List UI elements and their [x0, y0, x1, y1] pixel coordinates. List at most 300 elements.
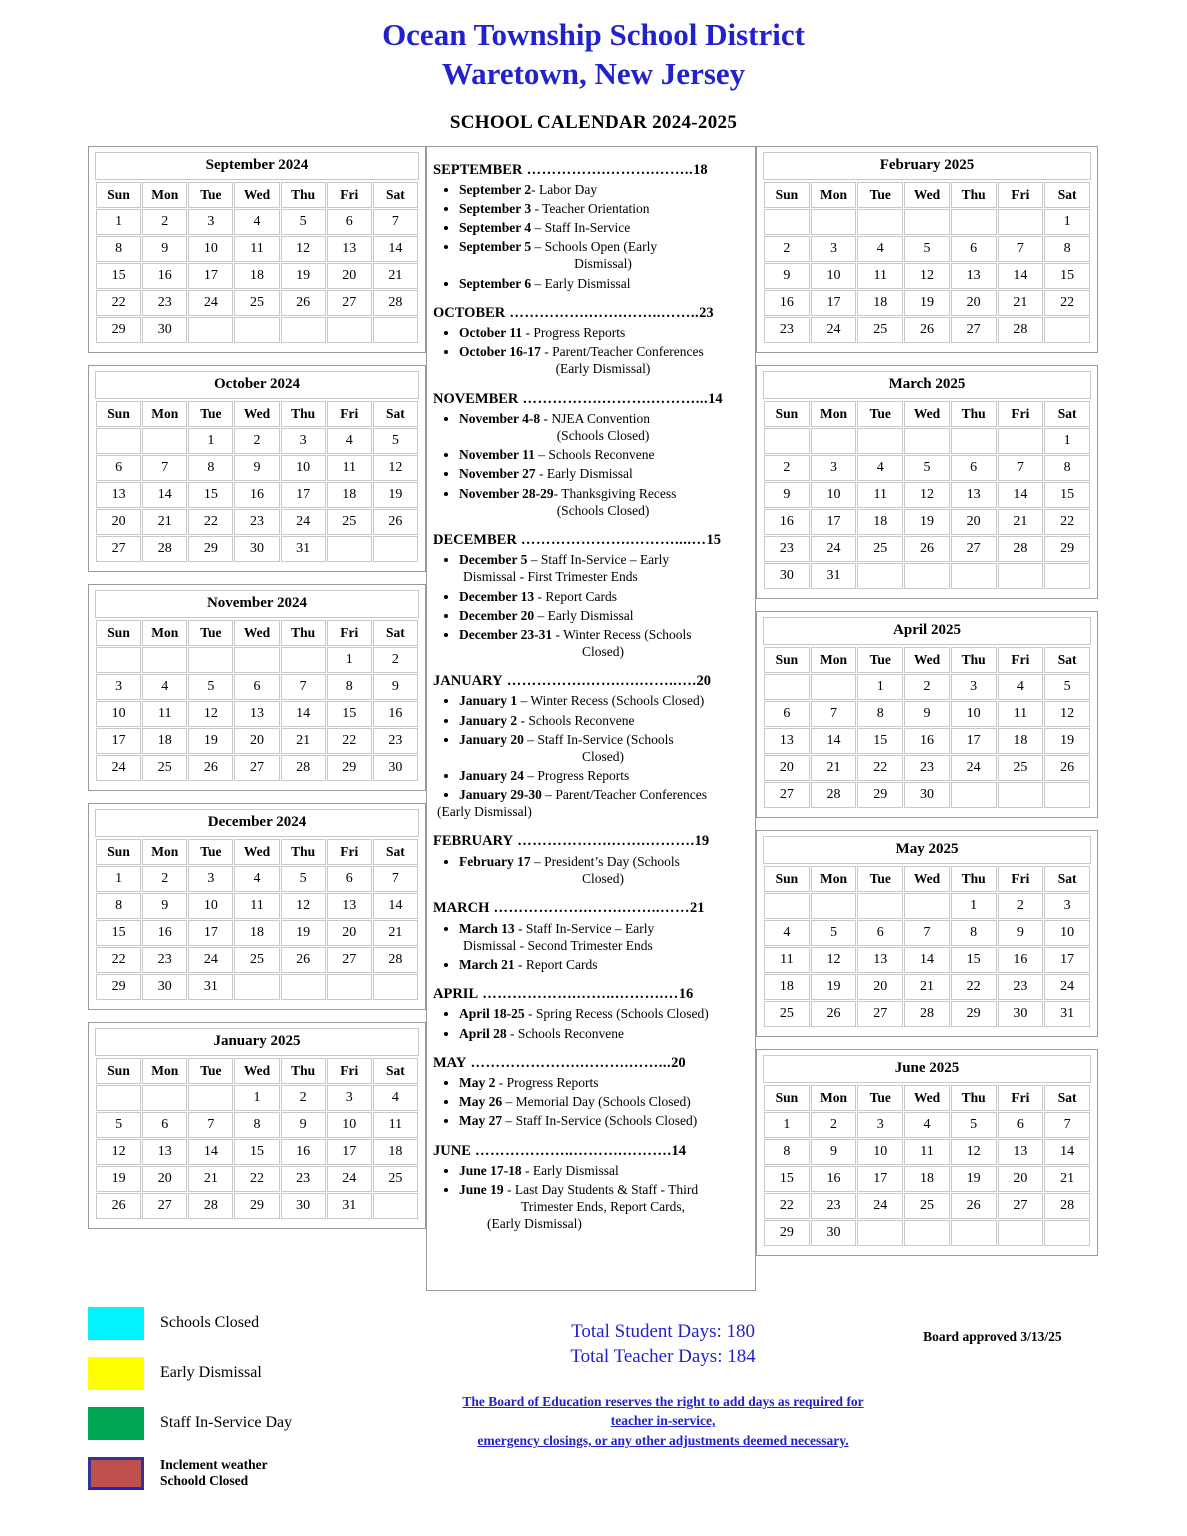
day-cell[interactable]: 5	[281, 866, 326, 892]
day-cell[interactable]: 17	[811, 509, 857, 535]
day-cell[interactable]: 12	[904, 263, 950, 289]
day-cell[interactable]: 15	[951, 947, 997, 973]
day-cell[interactable]: 21	[904, 974, 950, 1000]
day-cell[interactable]: 17	[188, 920, 233, 946]
day-cell[interactable]: 5	[904, 455, 950, 481]
day-cell[interactable]: 2	[373, 647, 418, 673]
day-cell[interactable]: 7	[281, 674, 326, 700]
day-cell[interactable]: 28	[373, 290, 418, 316]
day-cell[interactable]: 28	[188, 1193, 233, 1219]
day-cell[interactable]: 1	[188, 428, 233, 454]
day-cell[interactable]: 12	[904, 482, 950, 508]
day-cell[interactable]: 14	[904, 947, 950, 973]
day-cell[interactable]: 20	[234, 728, 279, 754]
day-cell[interactable]: 13	[857, 947, 903, 973]
day-cell[interactable]: 29	[188, 536, 233, 562]
day-cell[interactable]: 17	[811, 290, 857, 316]
day-cell[interactable]: 26	[281, 947, 326, 973]
day-cell[interactable]: 8	[234, 1112, 279, 1138]
day-cell[interactable]: 19	[281, 920, 326, 946]
day-cell[interactable]: 25	[234, 947, 279, 973]
day-cell[interactable]: 21	[1044, 1166, 1090, 1192]
day-cell[interactable]: 2	[811, 1112, 857, 1138]
day-cell[interactable]: 5	[96, 1112, 141, 1138]
day-cell[interactable]: 9	[142, 893, 187, 919]
day-cell[interactable]: 22	[857, 755, 903, 781]
day-cell[interactable]: 1	[96, 209, 141, 235]
day-cell[interactable]: 18	[234, 920, 279, 946]
day-cell[interactable]: 22	[951, 974, 997, 1000]
day-cell[interactable]: 31	[811, 563, 857, 589]
day-cell[interactable]: 16	[904, 728, 950, 754]
day-cell[interactable]: 20	[951, 290, 997, 316]
day-cell[interactable]: 11	[234, 236, 279, 262]
day-cell[interactable]: 19	[811, 974, 857, 1000]
day-cell[interactable]: 15	[188, 482, 233, 508]
day-cell[interactable]: 1	[951, 893, 997, 919]
day-cell[interactable]: 25	[142, 755, 187, 781]
day-cell[interactable]: 1	[1044, 428, 1090, 454]
day-cell[interactable]: 4	[857, 236, 903, 262]
day-cell[interactable]: 21	[281, 728, 326, 754]
day-cell[interactable]: 26	[373, 509, 418, 535]
day-cell[interactable]: 25	[857, 536, 903, 562]
day-cell[interactable]: 4	[234, 866, 279, 892]
day-cell[interactable]: 10	[188, 893, 233, 919]
day-cell[interactable]: 14	[811, 728, 857, 754]
day-cell[interactable]: 6	[234, 674, 279, 700]
day-cell[interactable]: 21	[811, 755, 857, 781]
day-cell[interactable]: 23	[764, 317, 810, 343]
day-cell[interactable]: 2	[142, 209, 187, 235]
day-cell[interactable]: 12	[96, 1139, 141, 1165]
day-cell[interactable]: 13	[327, 236, 372, 262]
day-cell[interactable]: 19	[188, 728, 233, 754]
day-cell[interactable]: 9	[998, 920, 1044, 946]
day-cell[interactable]: 23	[142, 947, 187, 973]
day-cell[interactable]: 7	[811, 701, 857, 727]
day-cell[interactable]: 31	[281, 536, 326, 562]
day-cell[interactable]: 15	[1044, 482, 1090, 508]
day-cell[interactable]: 30	[373, 755, 418, 781]
day-cell[interactable]: 13	[96, 482, 141, 508]
day-cell[interactable]: 9	[764, 263, 810, 289]
day-cell[interactable]: 15	[327, 701, 372, 727]
day-cell[interactable]: 9	[234, 455, 279, 481]
day-cell[interactable]: 28	[373, 947, 418, 973]
day-cell[interactable]: 2	[764, 455, 810, 481]
day-cell[interactable]: 1	[857, 674, 903, 700]
day-cell[interactable]: 2	[281, 1085, 326, 1111]
day-cell[interactable]: 7	[373, 866, 418, 892]
day-cell[interactable]: 27	[327, 290, 372, 316]
day-cell[interactable]: 25	[904, 1193, 950, 1219]
day-cell[interactable]: 9	[142, 236, 187, 262]
day-cell[interactable]: 10	[1044, 920, 1090, 946]
day-cell[interactable]: 20	[857, 974, 903, 1000]
day-cell[interactable]: 11	[764, 947, 810, 973]
day-cell[interactable]: 31	[1044, 1001, 1090, 1027]
day-cell[interactable]: 3	[951, 674, 997, 700]
day-cell[interactable]: 14	[373, 236, 418, 262]
day-cell[interactable]: 27	[327, 947, 372, 973]
day-cell[interactable]: 8	[96, 893, 141, 919]
day-cell[interactable]: 1	[327, 647, 372, 673]
day-cell[interactable]: 29	[1044, 536, 1090, 562]
day-cell[interactable]: 6	[951, 236, 997, 262]
day-cell[interactable]: 28	[281, 755, 326, 781]
day-cell[interactable]: 4	[327, 428, 372, 454]
day-cell[interactable]: 23	[811, 1193, 857, 1219]
day-cell[interactable]: 20	[142, 1166, 187, 1192]
day-cell[interactable]: 8	[951, 920, 997, 946]
day-cell[interactable]: 8	[327, 674, 372, 700]
day-cell[interactable]: 29	[764, 1220, 810, 1246]
day-cell[interactable]: 10	[951, 701, 997, 727]
day-cell[interactable]: 25	[327, 509, 372, 535]
day-cell[interactable]: 17	[281, 482, 326, 508]
day-cell[interactable]: 17	[327, 1139, 372, 1165]
day-cell[interactable]: 23	[142, 290, 187, 316]
day-cell[interactable]: 13	[142, 1139, 187, 1165]
day-cell[interactable]: 2	[764, 236, 810, 262]
day-cell[interactable]: 31	[327, 1193, 372, 1219]
day-cell[interactable]: 18	[764, 974, 810, 1000]
day-cell[interactable]: 15	[764, 1166, 810, 1192]
day-cell[interactable]: 10	[281, 455, 326, 481]
day-cell[interactable]: 19	[96, 1166, 141, 1192]
day-cell[interactable]: 23	[373, 728, 418, 754]
day-cell[interactable]: 6	[142, 1112, 187, 1138]
day-cell[interactable]: 22	[96, 290, 141, 316]
day-cell[interactable]: 24	[327, 1166, 372, 1192]
day-cell[interactable]: 1	[1044, 209, 1090, 235]
day-cell[interactable]: 12	[281, 236, 326, 262]
day-cell[interactable]: 19	[1044, 728, 1090, 754]
day-cell[interactable]: 30	[234, 536, 279, 562]
day-cell[interactable]: 3	[188, 209, 233, 235]
day-cell[interactable]: 24	[96, 755, 141, 781]
day-cell[interactable]: 20	[327, 263, 372, 289]
day-cell[interactable]: 18	[142, 728, 187, 754]
day-cell[interactable]: 9	[281, 1112, 326, 1138]
day-cell[interactable]: 23	[281, 1166, 326, 1192]
day-cell[interactable]: 16	[764, 509, 810, 535]
day-cell[interactable]: 25	[764, 1001, 810, 1027]
day-cell[interactable]: 6	[96, 455, 141, 481]
day-cell[interactable]: 26	[904, 536, 950, 562]
day-cell[interactable]: 15	[96, 920, 141, 946]
day-cell[interactable]: 17	[1044, 947, 1090, 973]
day-cell[interactable]: 24	[857, 1193, 903, 1219]
day-cell[interactable]: 20	[951, 509, 997, 535]
day-cell[interactable]: 26	[951, 1193, 997, 1219]
day-cell[interactable]: 29	[96, 974, 141, 1000]
day-cell[interactable]: 13	[951, 482, 997, 508]
day-cell[interactable]: 11	[373, 1112, 418, 1138]
day-cell[interactable]: 27	[764, 782, 810, 808]
day-cell[interactable]: 8	[857, 701, 903, 727]
day-cell[interactable]: 23	[234, 509, 279, 535]
day-cell[interactable]: 14	[373, 893, 418, 919]
day-cell[interactable]: 10	[96, 701, 141, 727]
day-cell[interactable]: 11	[327, 455, 372, 481]
day-cell[interactable]: 22	[1044, 290, 1090, 316]
day-cell[interactable]: 28	[811, 782, 857, 808]
day-cell[interactable]: 7	[373, 209, 418, 235]
day-cell[interactable]: 21	[188, 1166, 233, 1192]
day-cell[interactable]: 22	[96, 947, 141, 973]
day-cell[interactable]: 5	[811, 920, 857, 946]
day-cell[interactable]: 2	[234, 428, 279, 454]
day-cell[interactable]: 7	[904, 920, 950, 946]
day-cell[interactable]: 2	[904, 674, 950, 700]
day-cell[interactable]: 12	[188, 701, 233, 727]
day-cell[interactable]: 6	[857, 920, 903, 946]
day-cell[interactable]: 18	[998, 728, 1044, 754]
day-cell[interactable]: 26	[1044, 755, 1090, 781]
day-cell[interactable]: 14	[281, 701, 326, 727]
day-cell[interactable]: 22	[234, 1166, 279, 1192]
day-cell[interactable]: 12	[281, 893, 326, 919]
day-cell[interactable]: 10	[811, 263, 857, 289]
day-cell[interactable]: 14	[142, 482, 187, 508]
day-cell[interactable]: 14	[998, 482, 1044, 508]
day-cell[interactable]: 24	[188, 947, 233, 973]
day-cell[interactable]: 24	[951, 755, 997, 781]
day-cell[interactable]: 12	[373, 455, 418, 481]
day-cell[interactable]: 27	[142, 1193, 187, 1219]
day-cell[interactable]: 2	[142, 866, 187, 892]
day-cell[interactable]: 25	[373, 1166, 418, 1192]
day-cell[interactable]: 3	[188, 866, 233, 892]
day-cell[interactable]: 3	[96, 674, 141, 700]
day-cell[interactable]: 11	[234, 893, 279, 919]
day-cell[interactable]: 9	[904, 701, 950, 727]
day-cell[interactable]: 30	[811, 1220, 857, 1246]
day-cell[interactable]: 12	[811, 947, 857, 973]
day-cell[interactable]: 7	[998, 236, 1044, 262]
day-cell[interactable]: 6	[327, 209, 372, 235]
day-cell[interactable]: 22	[188, 509, 233, 535]
day-cell[interactable]: 20	[327, 920, 372, 946]
day-cell[interactable]: 16	[142, 920, 187, 946]
day-cell[interactable]: 3	[1044, 893, 1090, 919]
day-cell[interactable]: 7	[1044, 1112, 1090, 1138]
day-cell[interactable]: 3	[857, 1112, 903, 1138]
day-cell[interactable]: 18	[327, 482, 372, 508]
day-cell[interactable]: 19	[904, 509, 950, 535]
day-cell[interactable]: 16	[142, 263, 187, 289]
day-cell[interactable]: 27	[951, 317, 997, 343]
day-cell[interactable]: 11	[998, 701, 1044, 727]
day-cell[interactable]: 14	[998, 263, 1044, 289]
day-cell[interactable]: 4	[857, 455, 903, 481]
day-cell[interactable]: 21	[142, 509, 187, 535]
day-cell[interactable]: 30	[764, 563, 810, 589]
day-cell[interactable]: 29	[951, 1001, 997, 1027]
day-cell[interactable]: 15	[234, 1139, 279, 1165]
day-cell[interactable]: 28	[142, 536, 187, 562]
day-cell[interactable]: 11	[904, 1139, 950, 1165]
day-cell[interactable]: 8	[1044, 236, 1090, 262]
day-cell[interactable]: 20	[764, 755, 810, 781]
day-cell[interactable]: 28	[998, 536, 1044, 562]
day-cell[interactable]: 24	[188, 290, 233, 316]
day-cell[interactable]: 23	[998, 974, 1044, 1000]
day-cell[interactable]: 22	[1044, 509, 1090, 535]
day-cell[interactable]: 24	[811, 317, 857, 343]
day-cell[interactable]: 3	[811, 236, 857, 262]
day-cell[interactable]: 18	[857, 290, 903, 316]
day-cell[interactable]: 22	[327, 728, 372, 754]
day-cell[interactable]: 7	[188, 1112, 233, 1138]
day-cell[interactable]: 17	[951, 728, 997, 754]
day-cell[interactable]: 18	[234, 263, 279, 289]
day-cell[interactable]: 28	[904, 1001, 950, 1027]
day-cell[interactable]: 9	[811, 1139, 857, 1165]
day-cell[interactable]: 24	[281, 509, 326, 535]
day-cell[interactable]: 4	[998, 674, 1044, 700]
day-cell[interactable]: 29	[857, 782, 903, 808]
day-cell[interactable]: 28	[998, 317, 1044, 343]
day-cell[interactable]: 8	[1044, 455, 1090, 481]
day-cell[interactable]: 13	[764, 728, 810, 754]
day-cell[interactable]: 21	[998, 509, 1044, 535]
day-cell[interactable]: 11	[142, 701, 187, 727]
day-cell[interactable]: 13	[234, 701, 279, 727]
day-cell[interactable]: 21	[373, 920, 418, 946]
day-cell[interactable]: 18	[373, 1139, 418, 1165]
day-cell[interactable]: 4	[373, 1085, 418, 1111]
day-cell[interactable]: 16	[373, 701, 418, 727]
day-cell[interactable]: 4	[142, 674, 187, 700]
day-cell[interactable]: 19	[373, 482, 418, 508]
day-cell[interactable]: 29	[96, 317, 141, 343]
day-cell[interactable]: 14	[188, 1139, 233, 1165]
day-cell[interactable]: 10	[811, 482, 857, 508]
day-cell[interactable]: 31	[188, 974, 233, 1000]
day-cell[interactable]: 16	[234, 482, 279, 508]
day-cell[interactable]: 25	[857, 317, 903, 343]
day-cell[interactable]: 15	[96, 263, 141, 289]
day-cell[interactable]: 18	[904, 1166, 950, 1192]
day-cell[interactable]: 25	[998, 755, 1044, 781]
day-cell[interactable]: 22	[764, 1193, 810, 1219]
day-cell[interactable]: 16	[764, 290, 810, 316]
day-cell[interactable]: 8	[96, 236, 141, 262]
day-cell[interactable]: 14	[1044, 1139, 1090, 1165]
day-cell[interactable]: 7	[142, 455, 187, 481]
day-cell[interactable]: 18	[857, 509, 903, 535]
day-cell[interactable]: 29	[327, 755, 372, 781]
day-cell[interactable]: 16	[811, 1166, 857, 1192]
day-cell[interactable]: 4	[904, 1112, 950, 1138]
day-cell[interactable]: 30	[281, 1193, 326, 1219]
day-cell[interactable]: 15	[1044, 263, 1090, 289]
day-cell[interactable]: 30	[142, 974, 187, 1000]
day-cell[interactable]: 11	[857, 482, 903, 508]
day-cell[interactable]: 27	[998, 1193, 1044, 1219]
day-cell[interactable]: 30	[142, 317, 187, 343]
day-cell[interactable]: 23	[764, 536, 810, 562]
day-cell[interactable]: 23	[904, 755, 950, 781]
day-cell[interactable]: 10	[188, 236, 233, 262]
day-cell[interactable]: 6	[951, 455, 997, 481]
day-cell[interactable]: 26	[188, 755, 233, 781]
day-cell[interactable]: 10	[327, 1112, 372, 1138]
day-cell[interactable]: 20	[96, 509, 141, 535]
day-cell[interactable]: 5	[373, 428, 418, 454]
day-cell[interactable]: 5	[904, 236, 950, 262]
day-cell[interactable]: 29	[234, 1193, 279, 1219]
day-cell[interactable]: 11	[857, 263, 903, 289]
day-cell[interactable]: 4	[764, 920, 810, 946]
day-cell[interactable]: 12	[1044, 701, 1090, 727]
day-cell[interactable]: 13	[998, 1139, 1044, 1165]
day-cell[interactable]: 1	[234, 1085, 279, 1111]
day-cell[interactable]: 26	[96, 1193, 141, 1219]
day-cell[interactable]: 19	[904, 290, 950, 316]
day-cell[interactable]: 24	[811, 536, 857, 562]
day-cell[interactable]: 15	[857, 728, 903, 754]
day-cell[interactable]: 25	[234, 290, 279, 316]
day-cell[interactable]: 3	[811, 455, 857, 481]
day-cell[interactable]: 3	[327, 1085, 372, 1111]
day-cell[interactable]: 17	[188, 263, 233, 289]
day-cell[interactable]: 4	[234, 209, 279, 235]
day-cell[interactable]: 13	[951, 263, 997, 289]
day-cell[interactable]: 24	[1044, 974, 1090, 1000]
day-cell[interactable]: 27	[96, 536, 141, 562]
day-cell[interactable]: 16	[998, 947, 1044, 973]
day-cell[interactable]: 17	[857, 1166, 903, 1192]
day-cell[interactable]: 1	[96, 866, 141, 892]
day-cell[interactable]: 21	[373, 263, 418, 289]
day-cell[interactable]: 9	[764, 482, 810, 508]
day-cell[interactable]: 17	[96, 728, 141, 754]
day-cell[interactable]: 28	[1044, 1193, 1090, 1219]
day-cell[interactable]: 26	[811, 1001, 857, 1027]
day-cell[interactable]: 13	[327, 893, 372, 919]
day-cell[interactable]: 19	[281, 263, 326, 289]
day-cell[interactable]: 8	[764, 1139, 810, 1165]
day-cell[interactable]: 7	[998, 455, 1044, 481]
day-cell[interactable]: 2	[998, 893, 1044, 919]
day-cell[interactable]: 6	[764, 701, 810, 727]
day-cell[interactable]: 30	[998, 1001, 1044, 1027]
day-cell[interactable]: 5	[951, 1112, 997, 1138]
day-cell[interactable]: 26	[904, 317, 950, 343]
day-cell[interactable]: 26	[281, 290, 326, 316]
day-cell[interactable]: 1	[764, 1112, 810, 1138]
day-cell[interactable]: 30	[904, 782, 950, 808]
day-cell[interactable]: 3	[281, 428, 326, 454]
day-cell[interactable]: 12	[951, 1139, 997, 1165]
day-cell[interactable]: 6	[327, 866, 372, 892]
day-cell[interactable]: 10	[857, 1139, 903, 1165]
day-cell[interactable]: 9	[373, 674, 418, 700]
day-cell[interactable]: 27	[951, 536, 997, 562]
day-cell[interactable]: 19	[951, 1166, 997, 1192]
day-cell[interactable]: 5	[188, 674, 233, 700]
day-cell[interactable]: 5	[281, 209, 326, 235]
day-cell[interactable]: 16	[281, 1139, 326, 1165]
day-cell[interactable]: 27	[857, 1001, 903, 1027]
day-cell[interactable]: 21	[998, 290, 1044, 316]
day-cell[interactable]: 6	[998, 1112, 1044, 1138]
day-cell[interactable]: 5	[1044, 674, 1090, 700]
